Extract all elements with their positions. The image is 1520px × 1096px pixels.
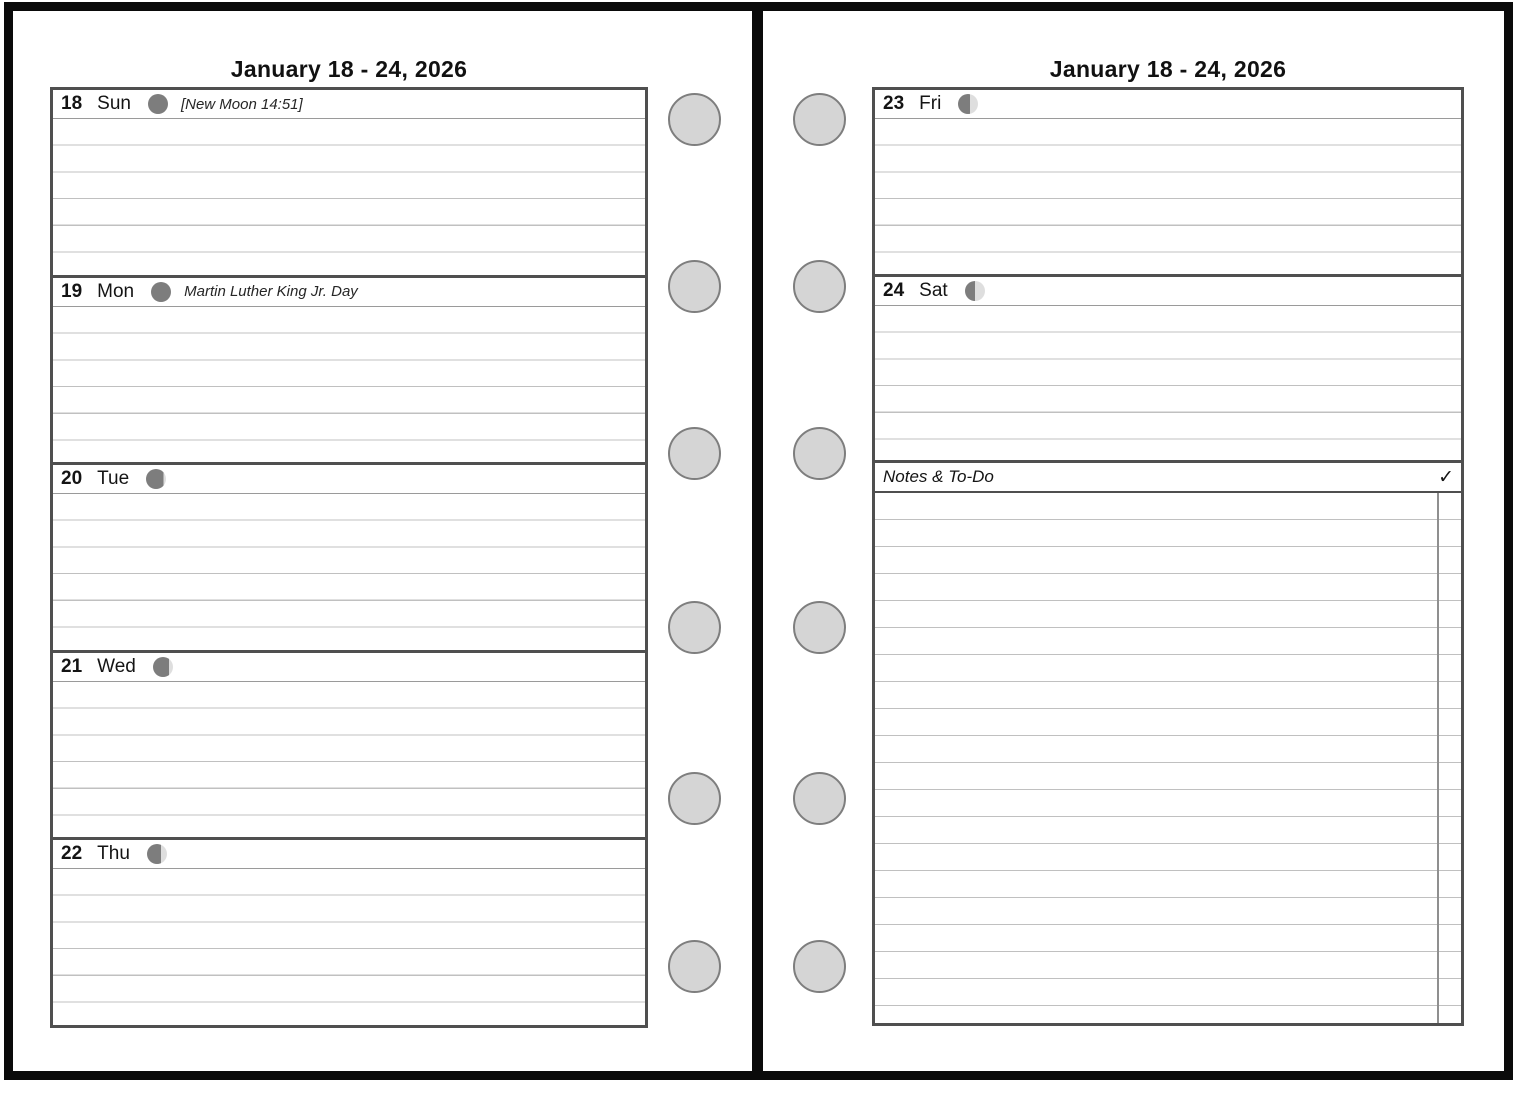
- ruled-writing-area: [53, 494, 645, 650]
- moon-phase-icon: [958, 94, 978, 114]
- day-weekday: Tue: [97, 468, 130, 490]
- punch-hole: [668, 93, 721, 146]
- day-date: 20: [61, 468, 83, 490]
- ruled-writing-area: [875, 119, 1461, 274]
- ruled-writing-area: [875, 306, 1461, 461]
- check-column-divider: [1437, 493, 1439, 1023]
- day-weekday: Thu: [97, 843, 130, 865]
- moon-phase-icon: [147, 844, 167, 864]
- day-block-sun: [53, 90, 645, 275]
- moon-phase-icon: [148, 94, 168, 114]
- day-date: 24: [883, 279, 905, 301]
- day-block-mon: [53, 275, 645, 463]
- day-date: 22: [61, 843, 83, 865]
- page-title: January 18 - 24, 2026: [1049, 56, 1287, 82]
- punch-hole: [668, 601, 721, 654]
- ruled-writing-area: [53, 307, 645, 463]
- punch-hole: [793, 940, 846, 993]
- punch-hole: [668, 772, 721, 825]
- left-day-grid: [50, 87, 648, 1028]
- check-mark-icon: ✓: [1438, 466, 1454, 488]
- day-weekday: Fri: [919, 93, 942, 114]
- day-date: 23: [883, 93, 905, 114]
- day-header: [53, 278, 645, 307]
- day-date: 19: [61, 280, 83, 302]
- day-weekday: Mon: [97, 280, 135, 302]
- punch-hole: [793, 93, 846, 146]
- day-header: [875, 90, 1461, 119]
- moon-phase-icon: [151, 282, 171, 302]
- day-weekday: Wed: [97, 655, 136, 677]
- day-block-wed: [53, 650, 645, 838]
- day-block-tue: [53, 462, 645, 650]
- ruled-writing-area: [53, 869, 645, 1025]
- punch-hole: [668, 940, 721, 993]
- day-weekday: Sun: [97, 93, 131, 114]
- day-date: 21: [61, 655, 83, 677]
- day-header: [53, 653, 645, 682]
- notes-ruled-area: [875, 493, 1461, 1023]
- punch-hole: [793, 260, 846, 313]
- punch-hole: [668, 260, 721, 313]
- notes-header: [875, 463, 1461, 493]
- day-block-thu: [53, 837, 645, 1025]
- day-header: [53, 840, 645, 869]
- moon-phase-icon: [153, 657, 173, 677]
- binder-spine-divider: [752, 2, 763, 1080]
- right-day-grid: [872, 87, 1464, 1026]
- day-weekday: Sat: [919, 279, 948, 301]
- punch-hole: [668, 427, 721, 480]
- ruled-writing-area: [53, 682, 645, 838]
- punch-hole: [793, 427, 846, 480]
- page-title: January 18 - 24, 2026: [230, 56, 468, 82]
- day-date: 18: [61, 93, 83, 114]
- day-note: Martin Luther King Jr. Day: [184, 283, 358, 301]
- punch-hole: [793, 601, 846, 654]
- day-note: [New Moon 14:51]: [180, 95, 303, 113]
- punch-hole: [793, 772, 846, 825]
- day-header: [53, 90, 645, 119]
- moon-phase-icon: [965, 281, 985, 301]
- notes-title: Notes & To-Do: [883, 467, 994, 487]
- notes-todo-section: [875, 460, 1461, 1023]
- day-block-sat: [875, 274, 1461, 461]
- day-header: [53, 465, 645, 494]
- day-header: [875, 277, 1461, 306]
- moon-phase-icon: [146, 469, 166, 489]
- day-block-fri: [875, 90, 1461, 274]
- ruled-writing-area: [53, 119, 645, 275]
